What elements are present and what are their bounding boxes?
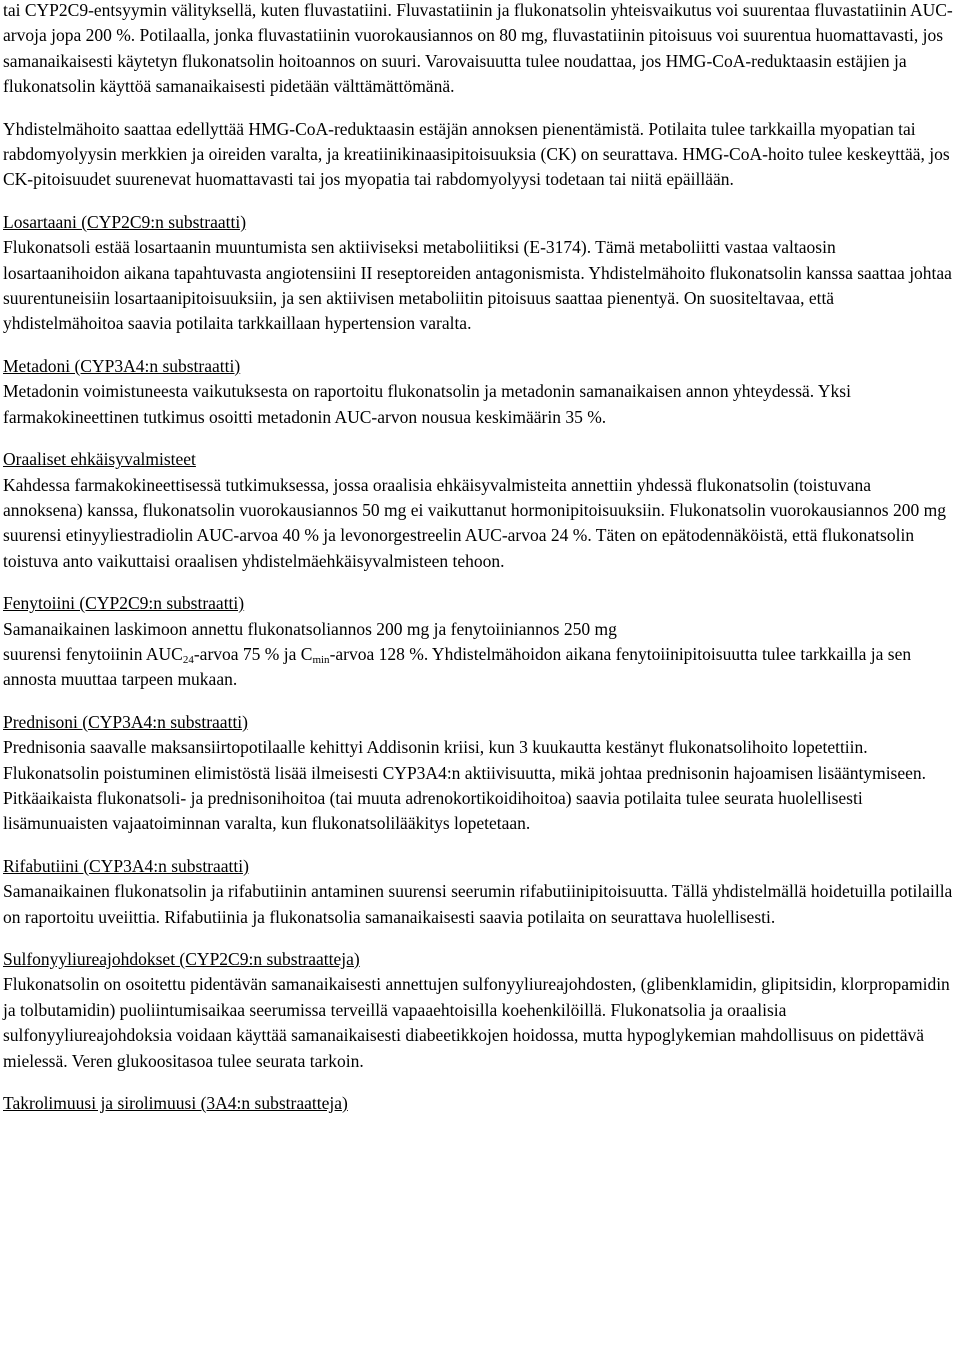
sulfonylureas-section: [3, 947, 955, 1074]
phenytoin-text-c: -arvoa 128 %. Yhdistelmähoidon aikana fenytoiinipitoisuutta tulee tarkkailla ja sen annosta muuttaa tarpeen mukaan.: [3, 643, 912, 690]
cmin-subscript: min: [312, 653, 330, 666]
sulfonylureas-body: Flukonatsolin on osoitettu pidentävän samanaikaisesti annettujen sulfonyyliureajohdosten, (glibenklamidin, glipitsidin, klorpropamidin ja tolbutamidin) puoliintumisaikaa seerumissa terveillä vapaaehtoisilla koehenkilöillä. Flukonatsolia ja oraalisia sulfonyyliureajohdoksia voidaan käyttää samanaikaisesti diabeetikkojen hoidossa, mutta hypoglykemian mahdollisuus on pidettävä mielessä. Veren glukoositasoa tulee seurata tarkoin.: [3, 974, 950, 1071]
phenytoin-section: [3, 591, 955, 693]
oral-contraceptives-heading: Oraaliset ehkäisyvalmisteet: [3, 449, 196, 470]
auc-subscript: 24: [182, 653, 194, 666]
methadone-heading: Metadoni (CYP3A4:n substraatti): [3, 355, 241, 376]
losartan-heading: Losartaani (CYP2C9:n substraatti): [3, 211, 247, 232]
prednisone-body: Prednisonia saavalle maksansiirtopotilaalle kehittyi Addisonin kriisi, kun 3 kuukautta kestänyt flukonatsolihoito lopetettiin. Flukonatsolin poistuminen elimistöstä lisää ilmeisesti CYP3A4:n aktiivisuutta, mikä johtaa prednisonin hajoamisen lisääntymiseen. Pitkäaikaista flukonatsoli- ja prednisonihoitoa (tai muuta adrenokortikoidihoitoa) saavia potilaita tulee seurata huolellisesti lisämunuaisten vajaatoiminnan varalta, kun flukonatsolilääkitys lopetetaan.: [3, 737, 927, 834]
sulfonylureas-heading: Sulfonyyliureajohdokset (CYP2C9:n substraatteja): [3, 949, 360, 969]
prednisone-section: [3, 710, 955, 837]
fluvastatin-paragraph: tai CYP2C9-entsyymin välityksellä, kuten fluvastatiini. Fluvastatiinin ja flukonatsolin yhteisvaikutus voi suurentaa fluvastatiinin AUC-arvoja jopa 200 %. Potilaalla, jonka fluvastatiinin vuorokausiannos on 80 mg, fluvastatiinin pitoisuus voi suurentua huomattavasti, jos samanaikaisesti käytetyn flukonatsolin hoitoannos on suuri. Varovaisuutta tulee noudattaa, jos HMG-CoA-reduktaasin estäjien ja flukonatsolin käyttöä samanaikaisesti pidetään välttämättömänä.: [3, 0, 953, 97]
rifabutin-body: Samanaikainen flukonatsolin ja rifabutiinin antaminen suurensi seerumin rifabutiinipitoisuutta. Tällä yhdistelmällä hoidetuilla potilailla on raportoitu uveiittia. Rifabutiinia ja flukonatsolia samanaikaisesti saavia potilaita on seurattava huolellisesti.: [3, 881, 953, 927]
rifabutin-heading: Rifabutiini (CYP3A4:n substraatti): [3, 855, 249, 876]
rifabutin-section: [3, 854, 955, 930]
document-page: [3, 0, 955, 1116]
phenytoin-body: [3, 642, 955, 693]
oral-contraceptives-body: Kahdessa farmakokineettisessä tutkimuksessa, jossa oraalisia ehkäisyvalmisteita annettiin yhdessä flukonatsolin (toistuvana annoksena) kanssa, flukonatsolin vuorokausiannos 50 mg ei vaikuttanut hormonipitoisuuksiin. Flukonatsolin vuorokausiannos 200 mg suurensi etinyyliestradiolin AUC-arvoa 40 % ja levonorgestreelin AUC-arvoa 24 %. Täten on epätodennäköistä, että flukonatsolin toistuva anto vaikuttaisi oraalisen yhdistelmäehkäisyvalmisteen tehoon.: [3, 474, 946, 571]
oral-contraceptives-section: [3, 447, 955, 574]
methadone-body: Metadonin voimistuneesta vaikutuksesta on raportoitu flukonatsolin ja metadonin samanaikaisen annon yhteydessä. Yksi farmakokineettinen tutkimus osoitti metadonin AUC-arvon nousua keskimäärin 35 %.: [3, 381, 851, 427]
tacrolimus-section: [3, 1091, 955, 1116]
phenytoin-text-a: suurensi fenytoiinin AUC: [3, 643, 183, 664]
phenytoin-heading: Fenytoiini (CYP2C9:n substraatti): [3, 593, 245, 614]
tacrolimus-heading: Takrolimuusi ja sirolimuusi (3A4:n substraatteja): [3, 1093, 348, 1114]
statin-combination-paragraph: Yhdistelmähoito saattaa edellyttää HMG-CoA-reduktaasin estäjän annoksen pienentämistä. Potilaita tulee tarkkailla myopatian tai rabdomyolyysin merkkien ja oireiden varalta, ja kreatiinikinaasipitoisuuksia (CK) on seurattava. HMG-CoA-hoito tulee keskeyttää, jos CK-pitoisuudet suurenevat huomattavasti tai jos myopatia tai rabdomyolyysi todetaan tai niitä epäillään.: [3, 118, 950, 190]
losartan-body: Flukonatsoli estää losartaanin muuntumista sen aktiiviseksi metaboliitiksi (E-3174). Tämä metaboliitti vastaa valtaosin losartaanihoidon aikana tapahtuvasta angiotensiini II reseptoreiden antagonismista. Yhdistelmähoito flukonatsolin kanssa saattaa johtaa suurentuneisiin losartaanipitoisuuksiin, ja sen aktiivisen metaboliitin pitoisuus saattaa pienentyä. On suositeltavaa, että yhdistelmähoitoa saavia potilaita tarkkaillaan hypertension varalta.: [3, 237, 952, 334]
phenytoin-text-b: -arvoa 75 % ja C: [193, 643, 313, 664]
prednisone-heading: Prednisoni (CYP3A4:n substraatti): [3, 711, 248, 732]
phenytoin-line-1: Samanaikainen laskimoon annettu flukonatsoliannos 200 mg ja fenytoiiniannos 250 mg: [3, 618, 617, 639]
losartan-section: [3, 210, 955, 337]
methadone-section: [3, 354, 955, 430]
